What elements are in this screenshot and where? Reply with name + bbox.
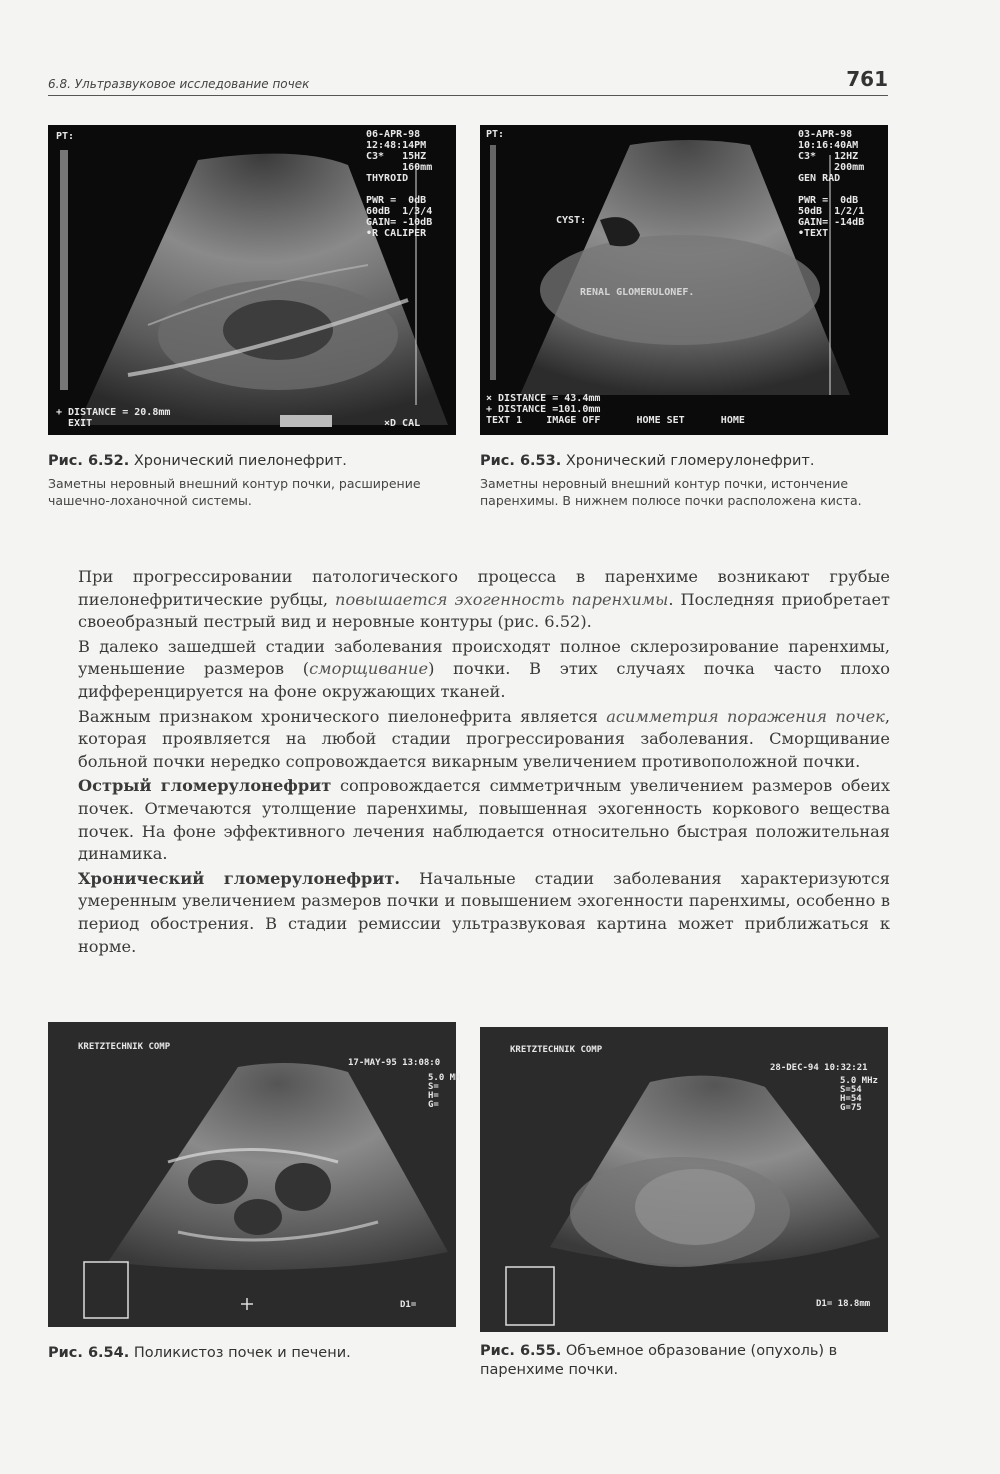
diagnosis-label: RENAL GLOMERULONEF. [580, 287, 695, 298]
figure-6-53-caption [480, 452, 892, 509]
figure-title: Хронический пиелонефрит. [133, 453, 347, 469]
figure-label: Рис. 6.55. [480, 1343, 562, 1359]
paragraph: При прогрессировании патологического процесса в паренхиме возникают грубые пиелонефритические рубцы, повышается эхогенность паренхимы. Последняя приобретает своеобразный пестрый вид и неровные контуры (рис. 6.52). [78, 567, 890, 632]
cal-label: ×D CAL [384, 418, 421, 429]
scan-date: 28-DEC-94 10:32:21 [770, 1063, 868, 1073]
distance-readout: + DISTANCE = 20.8mm EXIT [56, 407, 171, 429]
scan-date: 17-MAY-95 13:08:0 [348, 1058, 441, 1068]
paragraph: Острый гломерулонефрит сопровождается симметричным увеличением размеров обеих почек. Отмечаются утолщение паренхимы, повышенная эхогенность коркового вещества почек. На фоне эффективного лечения наблюдается относительно быстрая положительная динамика. [78, 776, 890, 864]
scan-params: 5.0 MHz S=54 H=54 G=75 [840, 1076, 878, 1113]
figure-description: Заметны неровный внешний контур почки, расширение чашечно-лоханочной системы. [48, 476, 421, 508]
article-body [78, 566, 890, 960]
section-title: 6.8. Ультразвуковое исследование почек [48, 77, 310, 91]
figure-6-55-image [480, 1027, 888, 1332]
patient-label: PT: [56, 131, 75, 142]
figure-6-55-caption [480, 1342, 890, 1380]
figure-6-54-image [48, 1022, 461, 1327]
figure-label: Рис. 6.52. [48, 453, 130, 469]
figure-label: Рис. 6.53. [480, 453, 562, 469]
scan-info: 03-APR-98 10:16:40AM C3* 12HZ 200mm GEN RAD PWR = 0dB 50dB 1/2/1 GAIN= -14dB •TEXT [798, 129, 865, 239]
figure-6-53-image [480, 125, 888, 435]
figure-6-52-caption [48, 452, 458, 509]
figure-6-54-caption [48, 1344, 458, 1363]
running-header [48, 66, 888, 96]
distance-readout: D1= [400, 1300, 417, 1310]
device-brand: KRETZTECHNIK COMP [78, 1042, 171, 1052]
distance-readout: D1= 18.8mm [816, 1299, 871, 1309]
scan-info: 06-APR-98 12:48:14PM C3* 15HZ 160mm THYROID PWR = 0dB 60dB 1/3/4 GAIN= -10dB •R CALIPER [366, 129, 433, 239]
distance-readout: × DISTANCE = 43.4mm + DISTANCE =101.0mm TEXT 1 IMAGE OFF HOME SET HOME [486, 393, 745, 426]
scan-params: 5.0 MH S= H= G= [428, 1073, 461, 1110]
paragraph: Хронический гломерулонефрит. Начальные стадии заболевания характеризуются умеренным увеличением размеров почки и повышением эхогенности паренхимы, особенно в период обострения. В стадии ремиссии ультразвуковая картина может приближаться к норме. [78, 868, 890, 956]
figure-6-52-image [48, 125, 456, 435]
figure-title: Поликистоз почек и печени. [133, 1345, 351, 1361]
figure-description: Заметны неровный внешний контур почки, истончение паренхимы. В нижнем полюсе почки расположена киста. [480, 476, 862, 508]
paragraph: Важным признаком хронического пиелонефрита является асимметрия поражения почек, которая проявляется на любой стадии прогрессирования заболевания. Сморщивание больной почки нередко сопровождается викарным увеличением противоположной почки. [78, 706, 890, 771]
figure-title: Объемное образование (опухоль) в паренхиме почки. [480, 1343, 838, 1378]
cyst-label: CYST: [556, 215, 587, 226]
figure-title: Хронический гломерулонефрит. [565, 453, 815, 469]
paragraph: В далеко зашедшей стадии заболевания происходят полное склерозирование паренхимы, уменьшение размеров (сморщивание) почки. В этих случаях почка часто плохо дифференцируется на фоне окружающих тканей. [78, 636, 890, 701]
figure-label: Рис. 6.54. [48, 1345, 130, 1361]
page-number: 761 [846, 67, 888, 91]
device-brand: KRETZTECHNIK COMP [510, 1045, 603, 1055]
patient-label: PT: [486, 129, 505, 140]
